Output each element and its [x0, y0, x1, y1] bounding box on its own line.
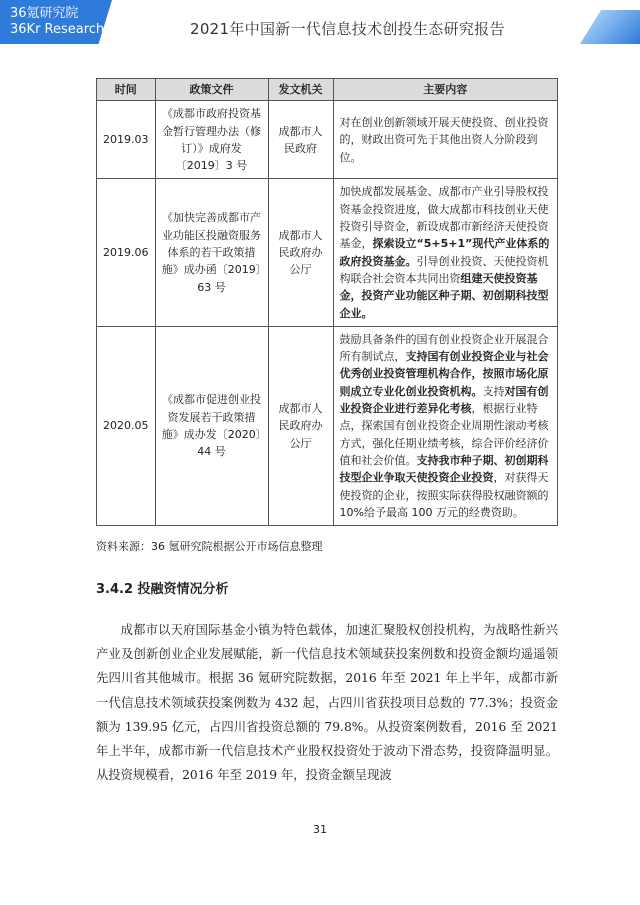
page-number: 31 — [313, 823, 327, 836]
content-highlight: 支持我市种子期、初创期科技型企业争取天使投资企业投资 — [339, 453, 549, 485]
table-body — [97, 101, 558, 526]
content-highlight: 组建天使投资基金，投资产业功能区种子期、初创期科技型企业。 — [339, 271, 549, 320]
table-row — [97, 179, 558, 326]
content-text: ，对获得天使投资的企业，按照实际获得股权融资额的 10%给予最高 100 万元的经费资助。 — [339, 471, 549, 519]
content-text: 支持 — [482, 384, 505, 398]
section-heading: 3.4.2 投融资情况分析 — [96, 582, 229, 597]
content-text: 对在创业创新领域开展天使投资、创业投资的，财政出资可先于其他出资人分阶段到位。 — [339, 115, 549, 164]
cell-policy-file: 《成都市政府投资基金暂行管理办法（修订）》成府发〔2019〕3 号 — [155, 101, 268, 179]
brand-name-cn: 36氪研究院 — [10, 6, 79, 21]
body-paragraph: 成都市以天府国际基金小镇为特色载体，加速汇聚股权创投机构，为战略性新兴产业及创新创业企业发展赋能，新一代信息技术领域获投案例数和投资金额均遥遥领先四川省其他城市。根据 36 氪研究院数据，2016 年至 2021 年上半年，成都市新一代信息技术领域获投案例数为 432 起，占四川省获投项目总数的 77.3%；投资金额为 139.95 亿元，占四川省投资总额的 79.8%。从投资案例数看，2016 至 2021 年上半年，成都市新一代信息技术产业股权投资处于波动下滑态势，投资降温明显。从投资规模看，2016 年至 2019 年，投资金额呈现波 — [96, 623, 558, 783]
brand-logo — [10, 6, 104, 38]
content-text: 加快成都发展基金、成都市产业引导股权投资基金投资进度，做大成都市科技创业天使投资引导资金，新设成都市新经济天使投资基金， — [339, 185, 549, 251]
policy-table — [96, 78, 558, 526]
cell-issuing-authority: 成都市人民政府办公厅 — [268, 326, 333, 525]
source-note: 资料来源：36 氪研究院根据公开市场信息整理 — [96, 540, 323, 553]
header-decoration — [580, 10, 640, 44]
cell-date: 2020.05 — [97, 326, 156, 525]
content-text: 鼓励具备条件的国有创业投资企业开展混合所有制试点， — [339, 332, 549, 364]
table-row — [97, 326, 558, 525]
cell-main-content — [333, 101, 558, 179]
content-highlight: 对国有创业投资企业进行差异化考核 — [339, 384, 549, 416]
cell-date: 2019.06 — [97, 179, 156, 326]
cell-issuing-authority: 成都市人民政府办公厅 — [268, 179, 333, 326]
cell-main-content — [333, 179, 558, 326]
cell-main-content — [333, 326, 558, 525]
column-header-issuing-authority: 发文机关 — [268, 79, 333, 101]
content-text: ，根据行业特点，探索国有创业投资企业周期性滚动考核方式，强化任期业绩考核，综合评价经济价值和社会价值。 — [339, 402, 549, 467]
cell-policy-file: 《加快完善成都市产业功能区投融资服务体系的若干政策措施》成办函〔2019〕63 号 — [155, 179, 268, 326]
cell-date: 2019.03 — [97, 101, 156, 179]
cell-policy-file: 《成都市促进创业投资发展若干政策措施》成办发〔2020〕44 号 — [155, 326, 268, 525]
table-header-row — [97, 79, 558, 101]
content-highlight: 支持国有创业投资企业与社会优秀创业投资管理机构合作，按照市场化原则成立专业化创业投资机构。 — [339, 350, 549, 398]
column-header-date: 时间 — [97, 79, 156, 101]
cell-issuing-authority: 成都市人民政府 — [268, 101, 333, 179]
brand-name-en: 36Kr Research — [10, 22, 105, 37]
content-highlight: 探索设立“5+5+1”现代产业体系的政府投资基金。 — [339, 237, 550, 268]
report-title: 2021年中国新一代信息技术创投生态研究报告 — [190, 20, 505, 38]
content-text: 引导创业投资、天使投资机构联合社会资本共同出资 — [339, 254, 549, 285]
column-header-main-content: 主要内容 — [333, 79, 558, 101]
table-row — [97, 101, 558, 179]
column-header-policy-file: 政策文件 — [155, 79, 268, 101]
